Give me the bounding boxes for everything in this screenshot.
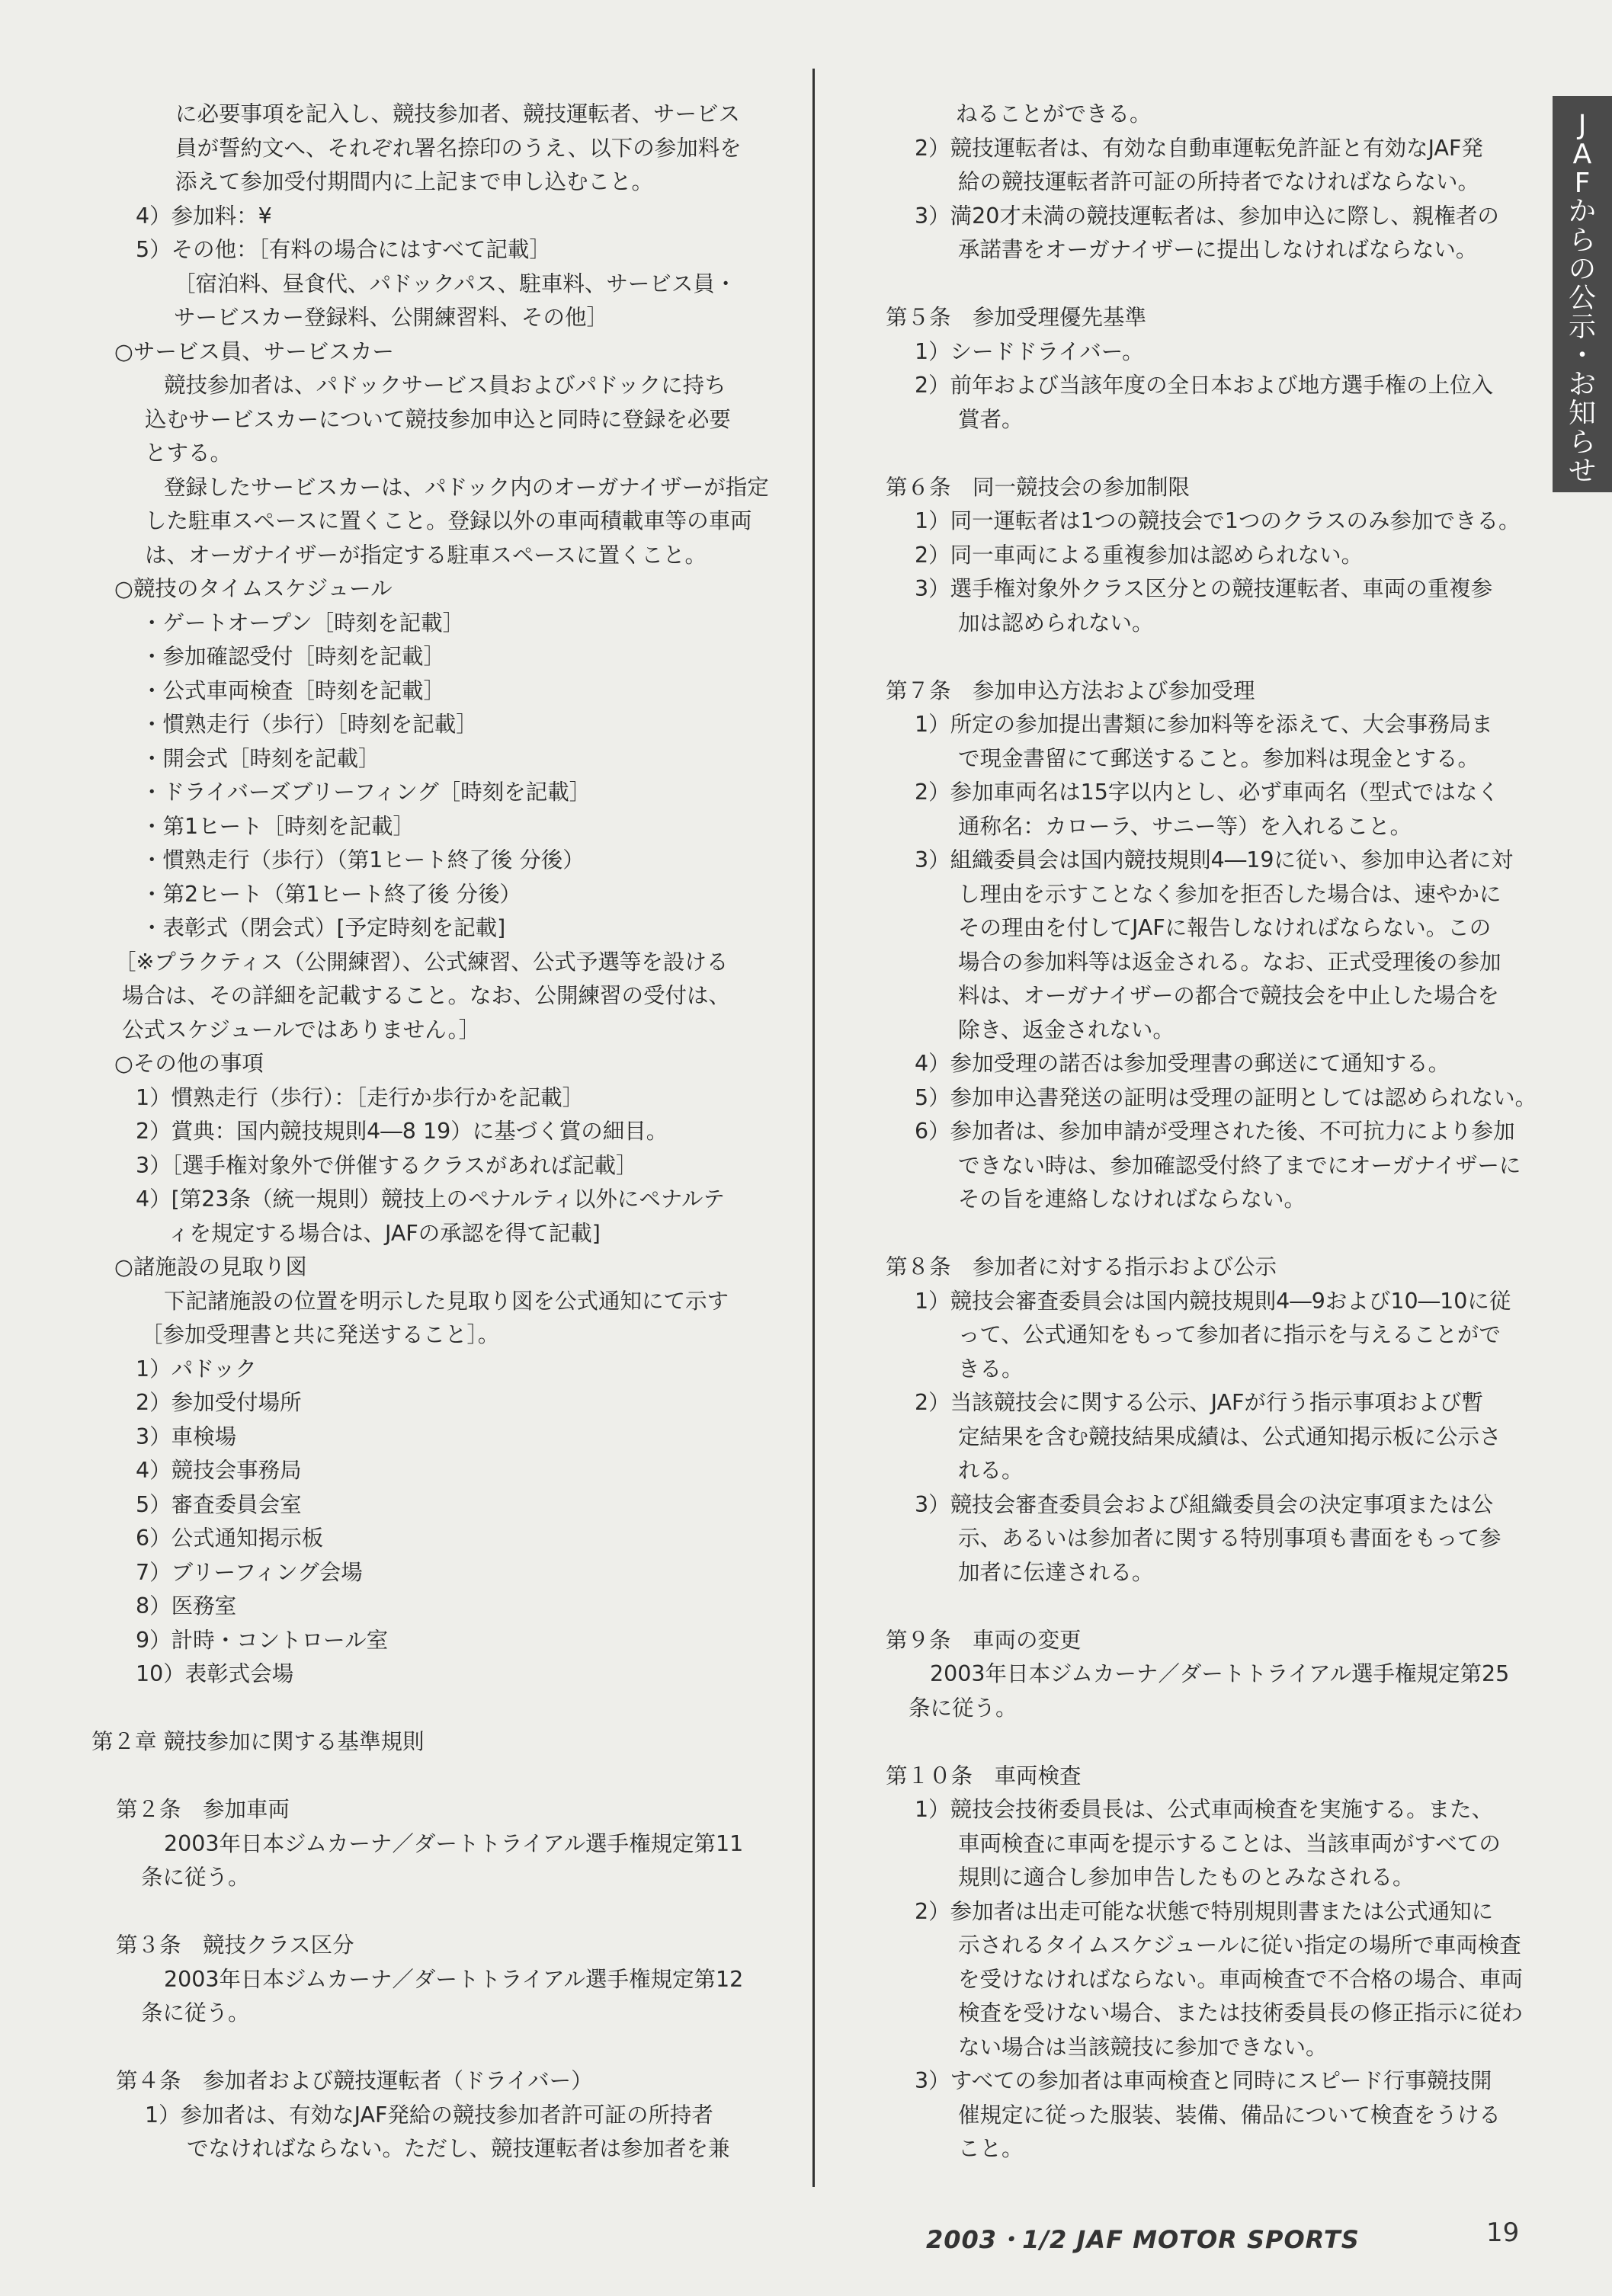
text-line: でなければならない。ただし、競技運転者は参加者を兼 [187, 2136, 730, 2161]
text-line: 第５条 参加受理優先基準 [886, 305, 1147, 330]
text-line: ［※プラクティス（公開練習）、公式練習、公式予選等を設ける [114, 949, 729, 975]
right-column [886, 98, 1535, 2166]
text-line: 4）参加受理の諾否は参加受理書の郵送にて通知する。 [915, 1051, 1450, 1076]
text-line: 給の競技運転者許可証の所持者でなければならない。 [915, 169, 1480, 194]
left-column [91, 98, 777, 2166]
text-line: 2）競技運転者は、有効な自動車運転免許証と有効なJAF発 [915, 135, 1483, 161]
text-line: れる。 [915, 1458, 1024, 1483]
text-line: 第２章 競技参加に関する基準規則 [91, 1729, 425, 1754]
text-line: に必要事項を記入し、競技参加者、競技運転者、サービス [175, 101, 741, 126]
text-line: 3）車検場 [136, 1423, 237, 1449]
text-line: 競技参加者は、パドックサービス員およびパドックに持ち [164, 373, 726, 398]
text-line: 1）パドック [136, 1356, 257, 1382]
text-line: きる。 [915, 1356, 1024, 1382]
tab-char: 公 [1568, 282, 1596, 314]
text-line: 1）参加者は、有効なJAF発給の競技参加者許可証の所持者 [145, 2102, 713, 2128]
text-line: 場合の参加料等は返金される。なお、正式受理後の参加 [915, 949, 1501, 975]
text-line: 条に従う。 [909, 1695, 1018, 1721]
text-line: って、公式通知をもって参加者に指示を与えることがで [915, 1322, 1501, 1347]
text-line: 賞者。 [915, 406, 1024, 432]
section-tab [1553, 96, 1612, 492]
text-line: し理由を示すことなく参加を拒否した場合は、速やかに [915, 881, 1501, 907]
tab-char: F [1574, 167, 1591, 199]
text-line: ・ゲートオープン［時刻を記載］ [141, 610, 465, 636]
tab-char: か [1568, 196, 1596, 228]
text-line: 5）審査委員会室 [136, 1491, 302, 1517]
text-line: 3）選手権対象外クラス区分との競技運転者、車両の重複参 [915, 576, 1493, 601]
text-line [886, 437, 1535, 471]
tab-char: の [1568, 253, 1596, 285]
text-line: 3）［選手権対象外で併催するクラスがあれば記載］ [136, 1152, 638, 1178]
text-line: 1）競技会技術委員長は、公式車両検査を実施する。また、 [915, 1797, 1494, 1822]
text-line: ・慣熟走行（歩行）［時刻を記載］ [141, 712, 478, 737]
text-line: 8）医務室 [136, 1593, 237, 1619]
tab-char: 示 [1568, 311, 1596, 343]
text-line: ・慣熟走行（歩行）（第1ヒート終了後 分後） [141, 847, 585, 873]
text-line: 3）競技会審査委員会および組織委員会の決定事項または公 [915, 1491, 1494, 1517]
text-line: ○諸施設の見取り図 [114, 1254, 307, 1279]
text-line: ・表彰式（閉会式）[予定時刻を記載] [141, 915, 506, 940]
text-line: ［宿泊料、昼食代、パドックパス、駐車料、サービス員・ [174, 271, 737, 296]
text-line: 員が誓約文へ、それぞれ署名捺印のうえ、以下の参加料を [175, 135, 742, 161]
footer-issue: 2003・1/2 JAF MOTOR SPORTS [926, 2225, 1360, 2254]
text-line: 2）同一車両による重複参加は認められない。 [915, 542, 1364, 568]
text-line: 6）公式通知掲示板 [136, 1526, 324, 1551]
text-line: 料は、オーガナイザーの都合で競技会を中止した場合を [915, 983, 1499, 1008]
text-line: サービスカー登録料、公開練習料、その他］ [174, 305, 609, 330]
text-line: 第６条 同一競技会の参加制限 [886, 474, 1191, 500]
text-line: 規則に適合し参加申告したものとみなされる。 [915, 1865, 1415, 1890]
text-line: ・第1ヒート［時刻を記載］ [141, 813, 415, 839]
text-line: 9）計時・コントロール室 [136, 1627, 389, 1653]
text-line: ○その他の事項 [114, 1051, 264, 1076]
text-line: その理由を付してJAFに報告しなければならない。この [915, 915, 1492, 940]
text-line: 定結果を含む競技結果成績は、公式通知掲示板に公示さ [915, 1423, 1501, 1449]
text-line: ・第2ヒート（第1ヒート終了後 分後） [141, 881, 522, 907]
text-line: 第７条 参加申込方法および参加受理 [886, 677, 1255, 703]
text-line: 第２条 参加車両 [116, 1797, 290, 1822]
text-line: 2003年日本ジムカーナ／ダートトライアル選手権規定第11 [164, 1830, 744, 1856]
text-line: 示、あるいは参加者に関する特別事項も書面をもって参 [915, 1526, 1501, 1551]
text-line [886, 1217, 1535, 1251]
text-line: 2）参加車両名は15字以内とし、必ず車両名（型式ではなく [915, 780, 1499, 805]
text-line: 第１０条 車両検査 [886, 1763, 1082, 1788]
text-line: 2）賞典：国内競技規則4―8 19）に基づく賞の細目。 [136, 1119, 668, 1144]
text-line: 条に従う。 [141, 1865, 250, 1890]
text-line: 2）参加者は出走可能な状態で特別規則書または公式通知に [915, 1898, 1494, 1924]
text-line: で現金書留にて郵送すること。参加料は現金とする。 [915, 745, 1480, 771]
text-line: 第４条 参加者および競技運転者（ドライバー） [116, 2068, 593, 2093]
text-line [886, 267, 1535, 302]
text-line: 1）シードドライバー。 [915, 338, 1144, 364]
text-line: 2）参加受付場所 [136, 1390, 302, 1415]
text-line: 3）組織委員会は国内競技規則4―19に従い、参加申込者に対 [915, 847, 1514, 873]
text-line: 3）すべての参加者は車両検査と同時にスピード行事競技開 [915, 2068, 1492, 2093]
text-line: した駐車スペースに置くこと。登録以外の車両積載車等の車両 [145, 508, 752, 533]
text-line: 示されるタイムスケジュールに従い指定の場所で車両検査 [915, 1933, 1521, 1958]
text-line: ○サービス員、サービスカー [114, 338, 394, 364]
text-line: 2）当該競技会に関する公示、JAFが行う指示事項および暫 [915, 1390, 1483, 1415]
tab-char: J [1578, 110, 1587, 141]
text-line: ・ドライバーズブリーフィング［時刻を記載］ [141, 780, 591, 805]
text-line: 加者に伝達される。 [915, 1559, 1154, 1585]
text-line: 第８条 参加者に対する指示および公示 [886, 1254, 1277, 1279]
text-line: 1）慣熟走行（歩行）：［走行か歩行かを記載］ [136, 1084, 585, 1110]
text-line: 5）参加申込書発送の証明は受理の証明としては認められない。 [915, 1084, 1537, 1110]
column-divider [812, 69, 815, 2187]
page-number: 19 [1486, 2218, 1520, 2248]
text-line: ねることができる。 [956, 101, 1152, 126]
text-line: その旨を連絡しなければならない。 [915, 1186, 1306, 1212]
text-line [91, 1895, 777, 1929]
text-line: 込むサービスカーについて競技参加申込と同時に登録を必要 [145, 406, 731, 432]
tab-char: お [1568, 369, 1596, 401]
text-line: できない時は、参加確認受付終了までにオーガナイザーに [915, 1152, 1521, 1178]
text-line: とする。 [145, 440, 232, 466]
text-line: 除き、返金されない。 [915, 1017, 1175, 1042]
text-line: 公式スケジュールではありません。］ [122, 1017, 481, 1042]
text-line [886, 1590, 1535, 1624]
text-line: 4）競技会事務局 [136, 1458, 302, 1483]
text-line: 加は認められない。 [915, 610, 1154, 636]
text-line: 通称名：カローラ、サニー等）を入れること。 [915, 813, 1412, 839]
text-line [91, 2031, 777, 2065]
text-line: ［参加受理書と共に発送すること］。 [141, 1322, 500, 1347]
text-line [886, 640, 1535, 674]
text-line: ・公式車両検査［時刻を記載］ [141, 677, 446, 703]
tab-char: ・ [1568, 340, 1596, 372]
text-line [91, 1760, 777, 1794]
tab-char: A [1572, 138, 1592, 170]
text-line: ・参加確認受付［時刻を記載］ [141, 644, 446, 669]
text-line: 3）満20才未満の競技運転者は、参加申込に際し、親権者の [915, 203, 1499, 229]
text-line: 承諾書をオーガナイザーに提出しなければならない。 [915, 237, 1478, 262]
tab-char: せ [1568, 455, 1596, 487]
text-line: 下記諸施設の位置を明示した見取り図を公式通知にて示す [164, 1288, 729, 1314]
text-line: 場合は、その詳細を記載すること。なお、公開練習の受付は、 [122, 983, 731, 1008]
text-line [886, 1725, 1535, 1760]
text-line: 2003年日本ジムカーナ／ダートトライアル選手権規定第12 [164, 1966, 744, 1992]
text-line: ィを規定する場合は、JAFの承認を得て記載] [168, 1220, 601, 1246]
text-line: は、オーガナイザーが指定する駐車スペースに置くこと。 [145, 542, 707, 568]
tab-char: ら [1568, 426, 1596, 458]
text-line: 4）[第23条（統一規則）競技上のペナルティ以外にペナルテ [136, 1186, 725, 1212]
text-line: 車両検査に車両を提示することは、当該車両がすべての [915, 1830, 1501, 1856]
tab-char: ら [1568, 225, 1596, 257]
text-line [91, 1692, 777, 1726]
text-line: 2003年日本ジムカーナ／ダートトライアル選手権規定第25 [930, 1661, 1510, 1686]
text-line: 6）参加者は、参加申請が受理された後、不可抗力により参加 [915, 1119, 1515, 1144]
text-line: 条に従う。 [141, 2000, 250, 2025]
text-line: ○競技のタイムスケジュール [114, 576, 393, 601]
text-line: 1）競技会審査委員会は国内競技規則4―9および10―10に従 [915, 1288, 1511, 1314]
text-line: 5）その他：［有料の場合にはすべて記載］ [136, 237, 551, 262]
text-line: 2）前年および当該年度の全日本および地方選手権の上位入 [915, 373, 1494, 398]
text-line: 添えて参加受付期間内に上記まで申し込むこと。 [175, 169, 654, 194]
text-line: 7）ブリーフィング会場 [136, 1559, 363, 1585]
text-line: 検査を受けない場合、または技術委員長の修正指示に従わ [915, 2000, 1524, 2025]
text-line: 1）所定の参加提出書類に参加料等を添えて、大会事務局ま [915, 712, 1493, 737]
text-line: こと。 [915, 2136, 1024, 2161]
text-line: 催規定に従った服装、装備、備品について検査をうける [915, 2102, 1501, 2128]
text-line: 第９条 車両の変更 [886, 1627, 1082, 1653]
tab-char: 知 [1568, 397, 1596, 429]
text-line: 第３条 競技クラス区分 [116, 1933, 354, 1958]
text-line: 登録したサービスカーは、パドック内のオーガナイザーが指定 [164, 474, 769, 500]
text-line: ない場合は当該競技に参加できない。 [915, 2034, 1328, 2060]
text-line: ・開会式［時刻を記載］ [141, 745, 380, 771]
text-line: 10）表彰式会場 [136, 1661, 294, 1686]
text-line: 1）同一運転者は1つの競技会で1つのクラスのみ参加できる。 [915, 508, 1521, 533]
text-line: 4）参加料：¥ [136, 203, 272, 229]
text-line: を受けなければならない。車両検査で不合格の場合、車両 [915, 1966, 1524, 1992]
